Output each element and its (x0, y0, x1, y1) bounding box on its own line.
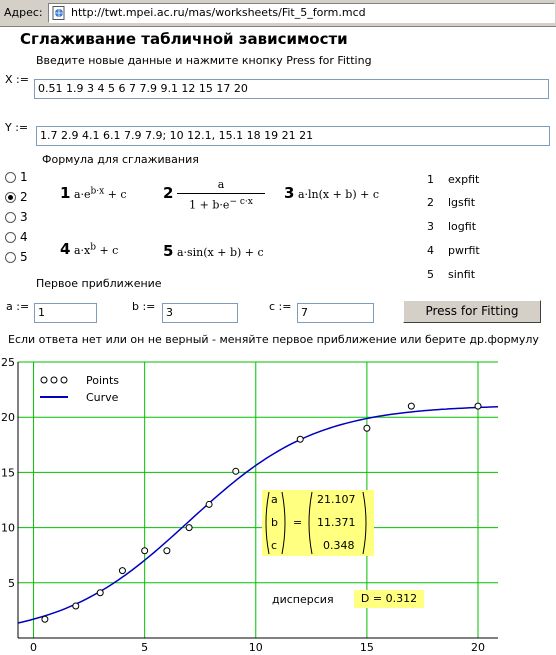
b-label: b := (132, 300, 156, 313)
page-title: Сглаживание табличной зависимости (20, 30, 348, 48)
data-point (475, 403, 481, 409)
formula-1-expr: $a\cdot e^{b\cdot x} + c$ (73, 186, 127, 201)
x-tick-label: 10 (248, 641, 263, 654)
radio-option-1[interactable]: 1 (5, 170, 28, 184)
radio-option-4[interactable]: 4 (5, 230, 28, 244)
matrix-equals: = (293, 516, 303, 529)
data-point (73, 603, 79, 609)
radio-option-5[interactable]: 5 (5, 250, 28, 264)
formula-4: 4 $a\cdot x^b + c$ (60, 240, 119, 258)
curve-line (18, 407, 498, 623)
matrix-var-b: b (271, 516, 278, 529)
address-label: Адрес: (4, 6, 43, 19)
fit-list-item: 4 pwrfit (427, 244, 480, 257)
formula-heading: Формула для сглаживания (42, 153, 199, 166)
b-input[interactable]: 3 (162, 303, 238, 323)
legend-points-label: Points (86, 374, 120, 387)
legend-points-marker (61, 377, 67, 383)
fit-list-item: 5 sinfit (427, 268, 476, 281)
press-for-fitting-button[interactable]: Press for Fitting (403, 300, 541, 323)
x-data-field[interactable]: 0.51 1.9 3 4 5 6 7 7.9 9.1 12 15 17 20 (34, 79, 549, 99)
fit-list-item: 3 logfit (427, 220, 477, 233)
radio-circle[interactable] (5, 172, 16, 183)
data-point (119, 568, 125, 574)
matrix-var-a: a (271, 493, 278, 506)
address-field[interactable] (48, 3, 555, 23)
data-point (142, 548, 148, 554)
formula-3: 3 a·ln(x + b) + c (284, 184, 380, 202)
y-tick-label: 20 (1, 411, 15, 425)
data-point (233, 468, 239, 474)
y-tick-label: 5 (8, 576, 15, 590)
radio-circle[interactable] (5, 232, 16, 243)
c-input[interactable]: 7 (297, 303, 374, 323)
fit-list-item: 1 expfit (427, 173, 480, 186)
page-icon (52, 6, 66, 20)
result-a-value: 21.107 (317, 493, 356, 506)
warning-text: Если ответа нет или он не верный - меняйте первое приближение или берите др.формулу (8, 333, 539, 346)
address-url: http://twt.mpei.ac.ru/mas/worksheets/Fit_5_form.mcd (71, 6, 366, 19)
radio-circle[interactable] (5, 212, 16, 223)
address-bar (0, 0, 556, 27)
formula-2-expr: a $1 + b\cdot e^{- c\cdot x}$ (177, 178, 265, 212)
formula-5: 5 a·sin(x + b) + c (163, 242, 264, 260)
x-label: X := (5, 73, 29, 86)
y-tick-label: 15 (1, 466, 15, 480)
data-point (297, 436, 303, 442)
c-label: c := (269, 300, 292, 313)
x-tick-label: 5 (141, 641, 149, 654)
data-point (364, 425, 370, 431)
formula-4-expr: $a\cdot x^b + c$ (73, 242, 119, 257)
dispersion-label: дисперсия (272, 593, 334, 606)
a-label: a := (6, 300, 30, 313)
fit-list-item: 2 lgsfit (427, 196, 476, 209)
x-tick-label: 20 (471, 641, 485, 654)
approx-heading: Первое приближение (36, 277, 162, 290)
instruction-text: Введите новые данные и нажмите кнопку Press for Fitting (36, 54, 372, 67)
data-point (206, 501, 212, 507)
x-tick-label: 0 (30, 641, 38, 654)
formula-1: 1 $a\cdot e^{b\cdot x} + c$ (60, 184, 127, 202)
data-point (408, 403, 414, 409)
data-point (97, 590, 103, 596)
y-label: Y := (5, 121, 29, 134)
legend-points-marker (51, 377, 57, 383)
legend-points-marker (41, 377, 47, 383)
formula-3-expr: a·ln(x + b) + c (297, 188, 380, 201)
legend-curve-label: Curve (86, 391, 119, 404)
y-data-field[interactable]: 1.7 2.9 4.1 6.1 7.9 7.9; 10 12.1, 15.1 18 19 21 21 (36, 126, 550, 146)
data-point (164, 548, 170, 554)
radio-option-2[interactable]: 2 (5, 190, 28, 204)
result-c-value: 0.348 (323, 539, 355, 552)
y-tick-label: 25 (1, 356, 15, 369)
radio-circle-selected[interactable] (5, 192, 16, 203)
a-input[interactable]: 1 (34, 303, 97, 323)
dispersion-value: D = 0.312 (354, 590, 424, 608)
y-tick-label: 10 (1, 521, 15, 535)
matrix-var-c: c (271, 539, 278, 552)
x-tick-label: 15 (359, 641, 374, 654)
radio-circle[interactable] (5, 252, 16, 263)
radio-option-3[interactable]: 3 (5, 210, 28, 224)
data-point (186, 525, 192, 531)
data-point (42, 616, 48, 622)
result-matrix (262, 490, 374, 556)
result-b-value: 11.371 (317, 516, 356, 529)
formula-5-expr: a·sin(x + b) + c (176, 246, 264, 259)
